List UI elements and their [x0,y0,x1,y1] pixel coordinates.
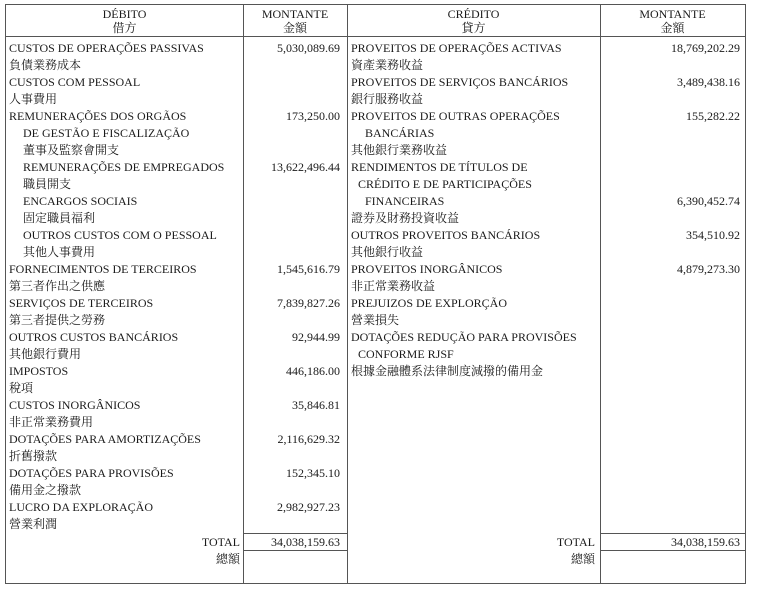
header-rule [6,36,745,37]
credit-total-amount: 34,038,159.63 [671,535,740,549]
debit-item-label: ENCARGOS SOCIAIS [23,194,138,208]
debit-item-label-zh: 職員開支 [23,177,72,191]
credit-item-label-zh: 其他銀行收益 [351,245,424,259]
credit-item-label-cont: CONFORME RJSF [358,347,454,361]
credit-item-label: PROVEITOS DE OUTRAS OPERAÇÕES [351,109,560,123]
credit-item-amount: 6,390,452.74 [677,194,740,208]
credit-item-label: PROVEITOS DE SERVIÇOS BANCÁRIOS [351,75,569,89]
debit-item-label: OUTROS CUSTOS COM O PESSOAL [23,228,217,242]
credit-item-amount: 18,769,202.29 [671,41,740,55]
debit-item-label-zh: 第三者作出之供應 [9,279,106,293]
debit-item-amount: 446,186.00 [286,364,340,378]
column-divider [600,5,601,583]
debit-item-label-zh: 董事及監察會開支 [23,143,120,157]
credit-item-amount: 4,879,273.30 [677,262,740,276]
credit-amount-header [600,7,745,35]
credit-item-label: DOTAÇÕES REDUÇÃO PARA PROVISÕES [351,330,577,344]
debit-item-amount: 173,250.00 [286,109,340,123]
credit-item-label: PROVEITOS DE OPERAÇÕES ACTIVAS [351,41,562,55]
debit-header [6,7,243,35]
debit-amount-header [243,7,347,35]
debit-item-label-zh: 備用金之撥款 [9,483,82,497]
debit-amount-header-label-zh: 金額 [282,21,307,35]
credit-item-label-zh: 非正常業務收益 [351,279,436,293]
debit-item-label: LUCRO DA EXPLORAÇÃO [9,500,154,514]
debit-item-label: DOTAÇÕES PARA AMORTIZAÇÕES [9,432,201,446]
debit-item-label-zh: 固定職員福利 [23,211,96,225]
debit-item-label: REMUNERAÇÕES DOS ORGÃOS [9,109,187,123]
debit-item-label: DOTAÇÕES PARA PROVISÕES [9,466,174,480]
credit-amount-header-label-zh: 金額 [660,21,685,35]
debit-header-label: DÉBITO [102,7,147,21]
debit-item-amount: 2,116,629.32 [277,432,340,446]
debit-item-label-zh: 非正常業務費用 [9,415,94,429]
debit-item-label: CUSTOS INORGÂNICOS [9,398,141,412]
credit-header [347,7,600,35]
debit-item-amount: 13,622,496.44 [271,160,340,174]
debit-item-label: REMUNERAÇÕES DE EMPREGADOS [23,160,225,174]
debit-total-amount: 34,038,159.63 [271,535,340,549]
debit-item-label-zh: 其他銀行費用 [9,347,82,361]
column-divider [243,5,244,583]
credit-item-label: OUTROS PROVEITOS BANCÁRIOS [351,228,541,242]
debit-item-amount: 35,846.81 [292,398,340,412]
debit-item-label: IMPOSTOS [9,364,69,378]
debit-total-label-zh: 總額 [215,552,240,566]
profit-loss-statement [5,4,746,584]
debit-item-label-cont: DE GESTÃO E FISCALIZAÇÃO [23,126,190,140]
debit-item-label-zh: 營業利潤 [9,517,58,531]
debit-item-label-zh: 第三者提供之勞務 [9,313,106,327]
credit-total-label: TOTAL [556,535,595,549]
debit-item-amount: 152,345.10 [286,466,340,480]
credit-item-label-zh: 證券及財務投資收益 [351,211,460,225]
debit-item-label-zh: 其他人事費用 [23,245,96,259]
credit-total-label-zh: 總額 [570,552,595,566]
credit-item-amount: 354,510.92 [686,228,740,242]
debit-item-label-zh: 折舊撥款 [9,449,58,463]
credit-item-label-zh: 銀行服務收益 [351,92,424,106]
debit-header-label-zh: 借方 [112,21,137,35]
column-divider [347,5,348,583]
credit-item-label-zh: 資產業務收益 [351,58,424,72]
debit-item-amount: 2,982,927.23 [277,500,340,514]
debit-item-amount: 7,839,827.26 [277,296,340,310]
credit-item-label-zh: 根據金融體系法律制度減撥的備用金 [351,364,544,378]
debit-item-amount: 92,944.99 [292,330,340,344]
credit-item-amount: 155,282.22 [686,109,740,123]
total-rule-right [600,533,745,534]
credit-item-label-cont: FINANCEIRAS [365,194,445,208]
credit-item-label-zh: 營業損失 [351,313,400,327]
debit-total-label: TOTAL [201,535,240,549]
debit-item-label: FORNECIMENTOS DE TERCEIROS [9,262,197,276]
debit-item-label-zh: 負債業務成本 [9,58,82,72]
credit-header-label-zh: 貸方 [461,21,486,35]
total-rule-right-bottom [600,550,745,551]
total-rule-left [243,533,347,534]
debit-item-label: CUSTOS COM PESSOAL [9,75,141,89]
credit-item-label: PROVEITOS INORGÂNICOS [351,262,503,276]
credit-item-label: PREJUIZOS DE EXPLORÇÃO [351,296,508,310]
credit-amount-header-label: MONTANTE [639,7,706,21]
total-rule-left-bottom [243,550,347,551]
credit-item-label-cont: CRÉDITO E DE PARTICIPAÇÕES [358,177,532,191]
credit-item-label: RENDIMENTOS DE TÍTULOS DE [351,160,528,174]
debit-amount-header-label: MONTANTE [261,7,329,21]
debit-item-label-zh: 稅項 [9,381,34,395]
debit-item-label: CUSTOS DE OPERAÇÕES PASSIVAS [9,41,204,55]
debit-item-amount: 1,545,616.79 [277,262,340,276]
debit-item-amount: 5,030,089.69 [277,41,340,55]
credit-item-amount: 3,489,438.16 [677,75,740,89]
debit-item-label-zh: 人事費用 [9,92,58,106]
credit-item-label-zh: 其他銀行業務收益 [351,143,448,157]
credit-header-label: CRÉDITO [447,7,500,21]
debit-item-label: OUTROS CUSTOS BANCÁRIOS [9,330,179,344]
debit-item-label: SERVIÇOS DE TERCEIROS [9,296,154,310]
credit-item-label-cont: BANCÁRIAS [365,126,435,140]
